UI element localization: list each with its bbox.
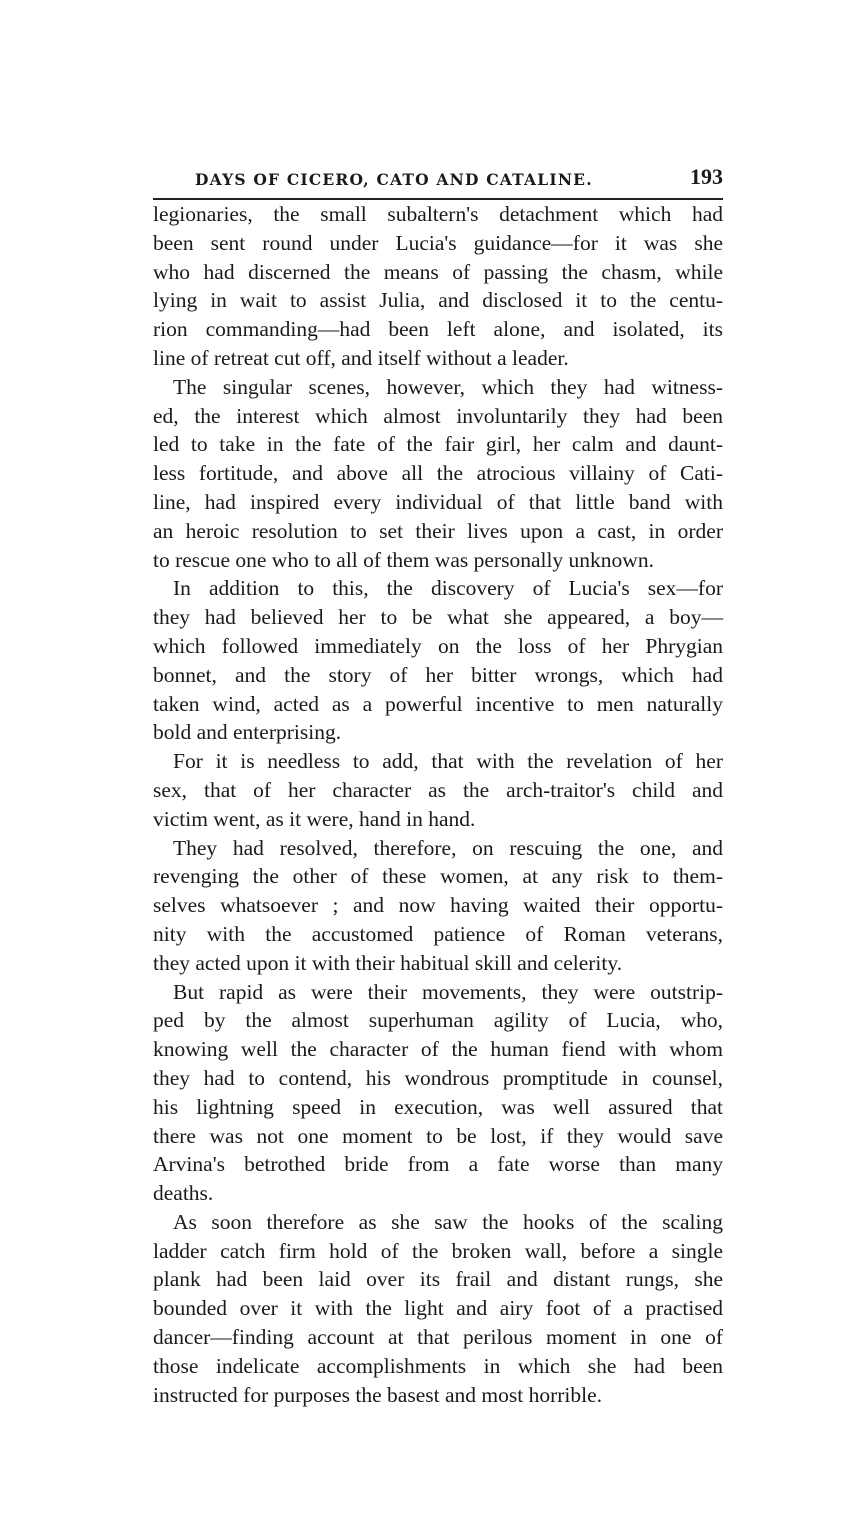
text-line: taken wind, acted as a powerful incentive to men naturally (153, 691, 723, 716)
text-line: line of retreat cut off, and itself without a leader. (153, 345, 569, 370)
text-line: ladder catch firm hold of the broken wall, before a single (153, 1238, 723, 1263)
text-line: They had resolved, therefore, on rescuing the one, and (173, 835, 723, 860)
text-line: lying in wait to assist Julia, and disclosed it to the centu- (153, 288, 723, 313)
text-line: they had to contend, his wondrous promptitude in counsel, (153, 1065, 723, 1090)
running-header (153, 164, 723, 194)
text-line: his lightning speed in execution, was well assured that (153, 1094, 723, 1119)
text-line: been sent round under Lucia's guidance—for it was she (153, 230, 723, 255)
text-line: those indelicate accomplishments in which she had been (153, 1353, 723, 1378)
text-line: revenging the other of these women, at any risk to them- (153, 864, 723, 889)
text-line: nity with the accustomed patience of Roman veterans, (153, 921, 723, 946)
text-line: they acted upon it with their habitual skill and celerity. (153, 950, 623, 975)
running-title: DAYS OF CICERO, CATO AND CATALINE. (195, 170, 593, 189)
text-line: led to take in the fate of the fair girl, her calm and daunt- (153, 432, 723, 457)
page-number: 193 (690, 164, 723, 189)
text-line: an heroic resolution to set their lives upon a cast, in order (153, 518, 723, 543)
text-line: For it is needless to add, that with the revelation of her (173, 749, 723, 774)
text-line: they had believed her to be what she appeared, a boy— (153, 605, 723, 630)
text-line: instructed for purposes the basest and most horrible. (153, 1382, 603, 1407)
text-line: bounded over it with the light and airy foot of a practised (153, 1296, 723, 1321)
text-line: bonnet, and the story of her bitter wrongs, which had (153, 662, 723, 687)
body-text (153, 200, 723, 1409)
text-line: there was not one moment to be lost, if they would save (153, 1123, 723, 1148)
text-line: selves whatsoever ; and now having waited their opportu- (153, 893, 723, 918)
text-line: But rapid as were their movements, they were outstrip- (173, 979, 723, 1004)
text-line: which followed immediately on the loss of her Phrygian (153, 633, 723, 658)
text-line: In addition to this, the discovery of Lucia's sex—for (173, 576, 723, 601)
text-line: victim went, as it were, hand in hand. (153, 806, 476, 831)
text-line: plank had been laid over its frail and distant rungs, she (153, 1267, 723, 1292)
text-line: Arvina's betrothed bride from a fate worse than many (153, 1152, 723, 1177)
text-line: ed, the interest which almost involuntarily they had been (153, 403, 723, 428)
text-line: less fortitude, and above all the atrocious villainy of Cati- (153, 461, 723, 486)
text-line: sex, that of her character as the arch-traitor's child and (153, 777, 723, 802)
text-line: bold and enterprising. (153, 720, 342, 745)
text-line: knowing well the character of the human fiend with whom (153, 1037, 723, 1062)
text-line: As soon therefore as she saw the hooks of the scaling (173, 1209, 723, 1234)
text-line: dancer—finding account at that perilous moment in one of (153, 1325, 723, 1350)
text-line: rion commanding—had been left alone, and isolated, its (153, 317, 723, 342)
text-line: who had discerned the means of passing the chasm, while (153, 259, 723, 284)
text-line: ped by the almost superhuman agility of Lucia, who, (153, 1008, 723, 1033)
text-line: deaths. (153, 1181, 214, 1206)
text-line: The singular scenes, however, which they had witness- (173, 374, 723, 399)
text-line: to rescue one who to all of them was personally unknown. (153, 547, 654, 572)
text-line: line, had inspired every individual of that little band with (153, 489, 723, 514)
text-line: legionaries, the small subaltern's detachment which had (153, 202, 723, 226)
